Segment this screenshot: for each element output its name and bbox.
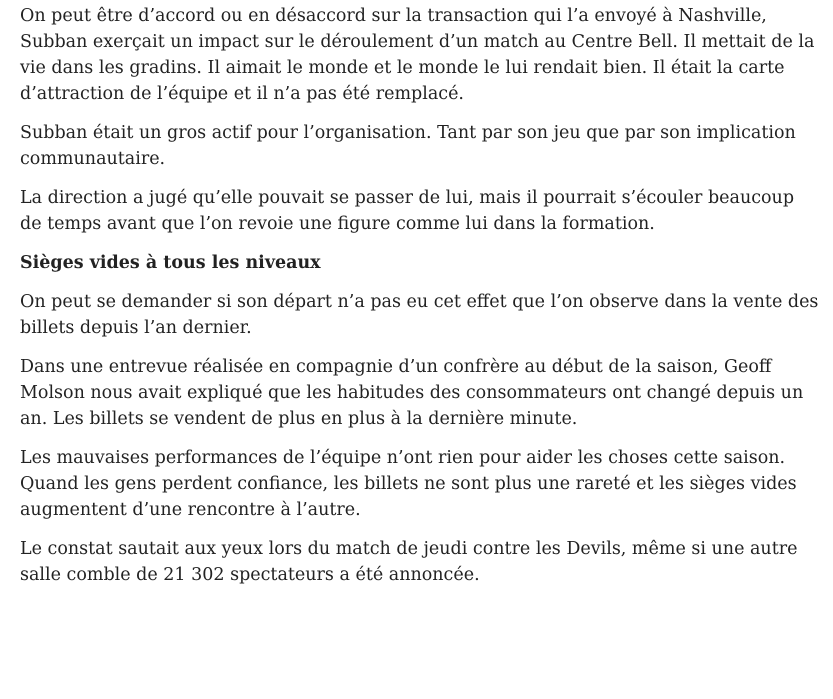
paragraph-subban-asset: Subban était un gros actif pour l’organisation. Tant par son jeu que par son implication communautaire. (20, 123, 796, 169)
paragraph-devils-match: Le constat sautait aux yeux lors du match de jeudi contre les Devils, même si une autre salle comble de 21 302 spectateurs a été annoncée. (20, 539, 798, 585)
paragraph-subban-impact: On peut être d’accord ou en désaccord sur la transaction qui l’a envoyé à Nashville, Subban exerçait un impact sur le déroulement d’un match au Centre Bell. Il mettait de la vie dans les gradins. Il aimait le monde et le monde le lui rendait bien. Il était la carte d’attraction de l’équipe et il n’a pas été remplacé. (20, 6, 815, 104)
paragraph-molson-interview: Dans une entrevue réalisée en compagnie d’un confrère au début de la saison, Geoff Molson nous avait expliqué que les habitudes des consommateurs ont changé depuis un an. Les billets se vendent de plus en plus à la dernière minute. (20, 357, 804, 429)
article-body (20, 3, 820, 601)
paragraph-team-performance: Les mauvaises performances de l’équipe n’ont rien pour aider les choses cette saison. Quand les gens perdent confiance, les billets ne sont plus une rareté et les sièges vides augmentent d’une rencontre à l’autre. (20, 448, 797, 520)
section-subheading: Sièges vides à tous les niveaux (20, 253, 321, 273)
paragraph-direction: La direction a jugé qu’elle pouvait se passer de lui, mais il pourrait s’écouler beaucoup de temps avant que l’on revoie une figure comme lui dans la formation. (20, 188, 795, 234)
paragraph-ticket-sales: On peut se demander si son départ n’a pas eu cet effet que l’on observe dans la vente des billets depuis l’an dernier. (20, 292, 819, 338)
